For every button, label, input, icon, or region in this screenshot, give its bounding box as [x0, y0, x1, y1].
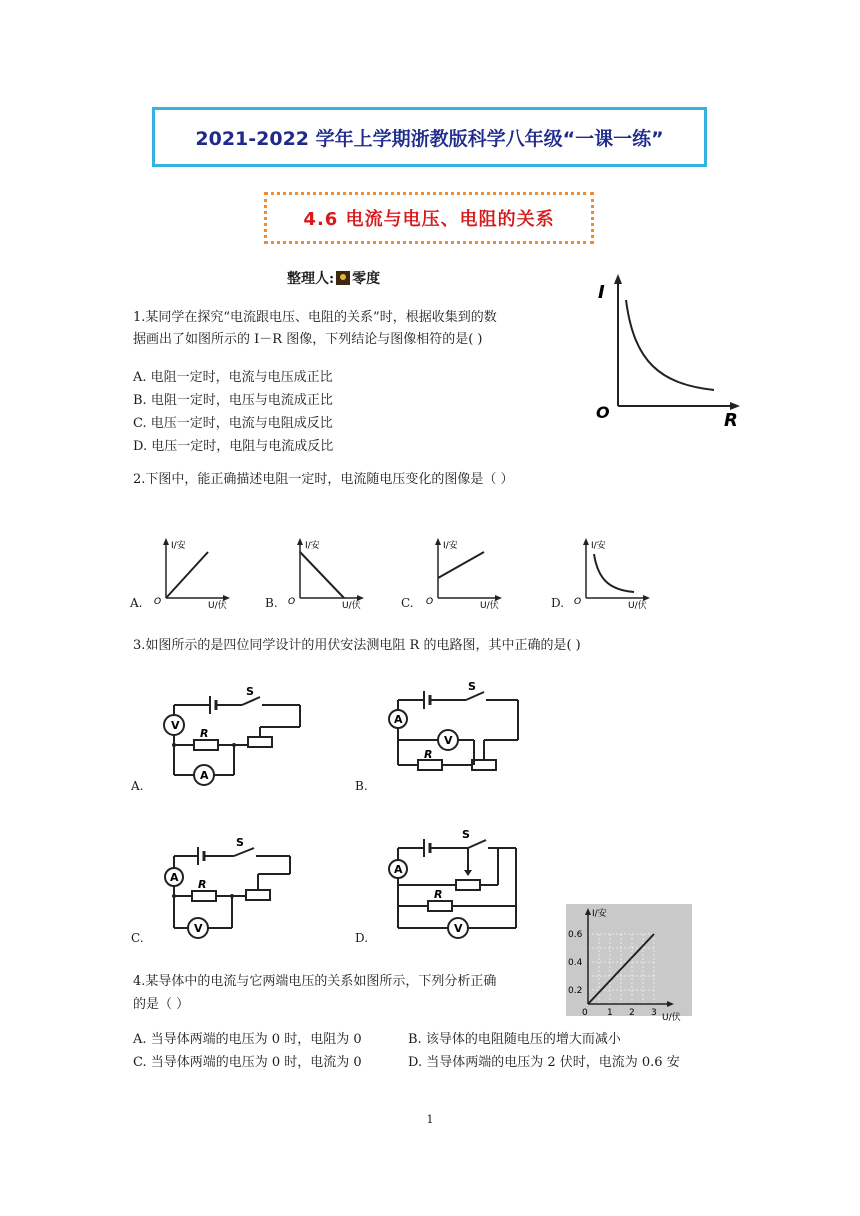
- question-2-graph-a: [152, 536, 242, 614]
- avatar-icon: [336, 271, 350, 285]
- page-number: 1: [426, 1113, 434, 1126]
- voltmeter-symbol: V: [454, 922, 463, 935]
- section-title-box: [264, 192, 594, 244]
- graph-a-origin: O: [154, 597, 162, 607]
- question-2-graph-b: [286, 536, 376, 614]
- question-3-option-d-label: D.: [355, 931, 369, 945]
- question-1-line-2: 据画出了如图所示的 I－R 图像，下列结论与图像相符的是( ): [133, 332, 483, 347]
- falling-line: [300, 552, 344, 598]
- switch-symbol: S: [468, 680, 476, 693]
- compiler-name: 零度: [352, 271, 381, 287]
- ammeter-symbol: A: [200, 769, 209, 782]
- question-4-line-2: 的是（ ）: [133, 997, 190, 1012]
- question-1-line-1: 1.某同学在探究“电流跟电压、电阻的关系”时，根据收集到的数: [133, 310, 497, 325]
- graph-a-x-label: U/伏: [208, 601, 227, 611]
- question-3-circuit-c: [158, 836, 312, 940]
- y-tick-0-6: 0.6: [568, 930, 583, 940]
- question-1-option-b: B. 电阻一定时，电压与电流成正比: [133, 393, 333, 408]
- voltmeter-symbol: V: [194, 922, 203, 935]
- graph-y-label: I/安: [592, 909, 607, 919]
- y-tick-0-4: 0.4: [568, 958, 583, 968]
- question-1-option-a: A. 电阻一定时，电流与电压成正比: [133, 370, 333, 385]
- line-through-origin: [166, 552, 208, 598]
- question-3-circuit-d: [382, 828, 536, 944]
- question-1-option-d: D. 电压一定时，电阻与电流成反比: [133, 439, 334, 454]
- graph-b-y-label: I/安: [305, 541, 320, 551]
- x-axis-arrow: [730, 402, 740, 410]
- section-title: 4.6 电流与电压、电阻的关系: [303, 209, 555, 230]
- question-4-option-d: D. 当导体两端的电压为 2 伏时，电流为 0.6 安: [408, 1055, 680, 1070]
- graph-a-y-label: I/安: [171, 541, 186, 551]
- switch-symbol: S: [236, 836, 244, 849]
- question-3-circuit-a: [158, 683, 312, 787]
- hyperbola-curve: [594, 554, 634, 592]
- question-3-option-a-label: A.: [131, 779, 144, 793]
- ammeter-symbol: A: [394, 863, 403, 876]
- question-2-graph-c: [424, 536, 514, 614]
- question-2-text: 2.下图中，能正确描述电阻一定时，电流随电压变化的图像是（ ）: [133, 472, 514, 487]
- x-tick-0: 0: [582, 1008, 588, 1018]
- question-4-option-c: C. 当导体两端的电压为 0 时，电流为 0: [133, 1055, 362, 1070]
- y-axis-label: I: [598, 282, 605, 303]
- question-4-iu-graph: [566, 904, 692, 1022]
- graph-c-x-label: U/伏: [480, 601, 499, 611]
- y-axis-arrow: [614, 274, 622, 284]
- graph-x-label: U/伏: [662, 1013, 681, 1022]
- resistor-symbol: R: [424, 748, 433, 761]
- graph-d-origin: O: [574, 597, 582, 607]
- ammeter-symbol: A: [170, 871, 179, 884]
- voltmeter-symbol: V: [171, 719, 180, 732]
- x-tick-3: 3: [651, 1008, 657, 1018]
- question-2-option-a-label: A.: [130, 596, 143, 610]
- graph-c-origin: O: [426, 597, 434, 607]
- x-axis-label: R: [724, 410, 738, 431]
- ammeter-symbol: A: [394, 713, 403, 726]
- graph-d-x-label: U/伏: [628, 601, 647, 611]
- question-3-option-c-label: C.: [131, 931, 144, 945]
- question-4-option-a: A. 当导体两端的电压为 0 时，电阻为 0: [133, 1032, 362, 1047]
- switch-symbol: S: [246, 685, 254, 698]
- resistor-symbol: R: [434, 888, 443, 901]
- x-tick-1: 1: [607, 1008, 613, 1018]
- question-1-ir-graph: [590, 272, 750, 432]
- document-title: 2021-2022 学年上学期浙教版科学八年级“一课一练”: [195, 127, 664, 150]
- resistor-symbol: R: [198, 878, 207, 891]
- question-2-option-d-label: D.: [551, 596, 565, 610]
- question-2-graph-d: [572, 536, 662, 614]
- question-3-circuit-b: [382, 680, 536, 780]
- y-tick-0-2: 0.2: [568, 986, 583, 996]
- question-3-text: 3.如图所示的是四位同学设计的用伏安法测电阻 R 的电路图，其中正确的是( ): [133, 638, 581, 653]
- compiler-line: [287, 268, 380, 288]
- document-title-box: [152, 107, 707, 167]
- resistor-symbol: R: [200, 727, 209, 740]
- origin-label: O: [596, 403, 610, 422]
- graph-d-y-label: I/安: [591, 541, 606, 551]
- switch-symbol: S: [462, 828, 470, 841]
- question-1-option-c: C. 电压一定时，电流与电阻成反比: [133, 416, 333, 431]
- compiler-label: 整理人:: [287, 271, 335, 287]
- question-2-option-b-label: B.: [265, 596, 278, 610]
- question-3-option-b-label: B.: [355, 779, 368, 793]
- line-with-intercept: [438, 552, 484, 578]
- graph-b-origin: O: [288, 597, 296, 607]
- voltmeter-symbol: V: [444, 734, 453, 747]
- graph-b-x-label: U/伏: [342, 601, 361, 611]
- question-2-option-c-label: C.: [401, 596, 414, 610]
- question-4-option-b: B. 该导体的电阻随电压的增大而减小: [408, 1032, 621, 1047]
- question-4-line-1: 4.某导体中的电流与它两端电压的关系如图所示，下列分析正确: [133, 974, 497, 989]
- inverse-curve: [626, 300, 714, 390]
- graph-c-y-label: I/安: [443, 541, 458, 551]
- x-tick-2: 2: [629, 1008, 635, 1018]
